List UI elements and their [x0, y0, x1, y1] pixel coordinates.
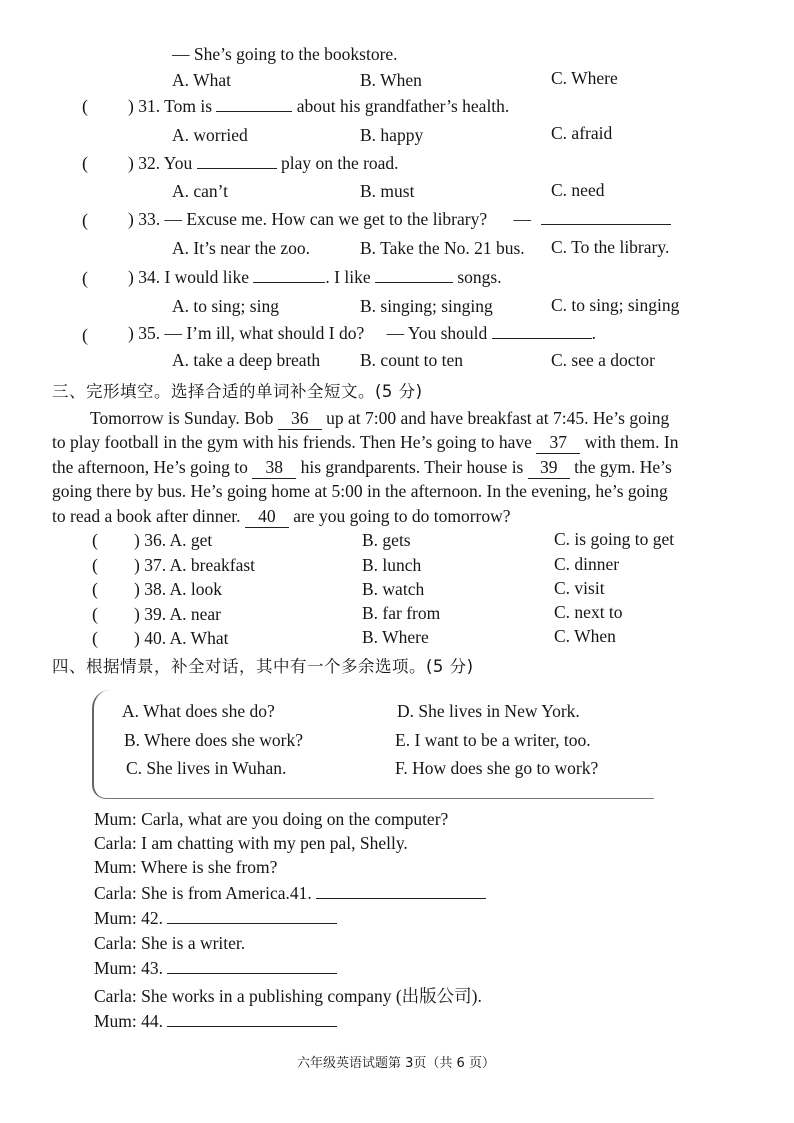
q34-stem: ) 34. I would like . I like songs. [128, 267, 502, 287]
option-f: F. How does she go to work? [395, 758, 599, 778]
section3-title: 三、完形填空。选择合适的单词补全短文。(5 分) [52, 382, 423, 401]
q36-answer-paren[interactable]: ( [92, 530, 98, 550]
option-a: A. What does she do? [122, 701, 275, 721]
q40-option-c: C. When [554, 626, 616, 646]
dialogue-line-3: Mum: Where is she from? [94, 857, 278, 877]
q33-option-a: A. It’s near the zoo. [172, 238, 311, 258]
q35-option-b: B. count to ten [360, 350, 464, 370]
q40-option-a: ) 40. A. What [134, 628, 229, 648]
q34-option-c: C. to sing; singing [551, 295, 680, 315]
q36-option-a: ) 36. A. get [134, 530, 213, 550]
blank-36[interactable]: 36 [278, 408, 322, 430]
dialogue-line-7: Mum: 43. [94, 958, 337, 979]
q32-blank[interactable] [197, 168, 277, 169]
page-footer: 六年级英语试题第 3页（共 6 页） [297, 1056, 495, 1071]
blank-44[interactable] [167, 1026, 337, 1027]
q33-option-c: C. To the library. [551, 237, 670, 257]
q39-option-a: ) 39. A. near [134, 604, 221, 624]
q35-answer-paren[interactable]: ( [82, 325, 88, 345]
blank-39[interactable]: 39 [528, 457, 570, 479]
blank-41[interactable] [316, 898, 486, 899]
blank-38[interactable]: 38 [252, 457, 296, 479]
q36-option-c: C. is going to get [554, 529, 675, 549]
q34-option-a: A. to sing; sing [172, 296, 279, 316]
q38-option-b: B. watch [362, 579, 425, 599]
q31-option-a: A. worried [172, 125, 248, 145]
section4-title: 四、根据情景，补全对话，其中有一个多余选项。(5 分) [52, 657, 474, 676]
dialogue-line-9: Mum: 44. [94, 1011, 337, 1032]
blank-37[interactable]: 37 [536, 432, 580, 454]
q37-option-c: C. dinner [554, 554, 620, 574]
q30-option-b: B. When [360, 70, 422, 90]
q32-option-a: A. can’t [172, 181, 229, 201]
passage-line-3: the afternoon, He’s going to 38 his grandparents. Their house is 39 the gym. He’s [52, 457, 672, 477]
passage-line-1: Tomorrow is Sunday. Bob 36 up at 7:00 and have breakfast at 7:45. He’s going [90, 408, 670, 428]
q34-option-b: B. singing; singing [360, 296, 493, 316]
blank-43[interactable] [167, 973, 337, 974]
q32-stem: ) 32. You play on the road. [128, 153, 399, 173]
q36-option-b: B. gets [362, 530, 411, 550]
q38-option-c: C. visit [554, 578, 605, 598]
q34-answer-paren[interactable]: ( [82, 268, 88, 288]
dialogue-line-1: Mum: Carla, what are you doing on the computer? [94, 809, 449, 829]
q39-answer-paren[interactable]: ( [92, 604, 98, 624]
option-e: E. I want to be a writer, too. [395, 730, 591, 750]
q33-answer-paren[interactable]: ( [82, 210, 88, 230]
q34-blank-1[interactable] [253, 282, 325, 283]
q32-answer-paren[interactable]: ( [82, 153, 88, 173]
q32-option-c: C. need [551, 180, 605, 200]
passage-line-5: to read a book after dinner. 40 are you going to do tomorrow? [52, 506, 511, 526]
q33-blank[interactable] [541, 224, 671, 225]
dialogue-line-8: Carla: She works in a publishing company (出版公司). [94, 986, 482, 1006]
passage-line-4: going there by bus. He’s going home at 5:00 in the afternoon. In the evening, he’s going [52, 481, 668, 501]
q35-blank[interactable] [492, 338, 592, 339]
option-c: C. She lives in Wuhan. [126, 758, 287, 778]
dialogue-line-4: Carla: She is from America.41. [94, 883, 486, 904]
q33-option-b: B. Take the No. 21 bus. [360, 238, 525, 258]
q40-option-b: B. Where [362, 627, 429, 647]
blank-42[interactable] [167, 923, 337, 924]
q34-blank-2[interactable] [375, 282, 453, 283]
q30-option-c: C. Where [551, 68, 618, 88]
dialogue-line-5: Mum: 42. [94, 908, 337, 929]
dialogue-line-6: Carla: She is a writer. [94, 933, 246, 953]
option-d: D. She lives in New York. [397, 701, 580, 721]
q31-option-b: B. happy [360, 125, 424, 145]
q35-stem: ) 35. — I’m ill, what should I do? — You should . [128, 323, 597, 343]
blank-40[interactable]: 40 [245, 506, 289, 528]
q31-answer-paren[interactable]: ( [82, 96, 88, 116]
q39-option-c: C. next to [554, 602, 623, 622]
q38-answer-paren[interactable]: ( [92, 579, 98, 599]
q30-option-a: A. What [172, 70, 231, 90]
q40-answer-paren[interactable]: ( [92, 628, 98, 648]
q37-option-a: ) 37. A. breakfast [134, 555, 256, 575]
dialogue-line-2: Carla: I am chatting with my pen pal, Shelly. [94, 833, 408, 853]
q35-option-a: A. take a deep breath [172, 350, 321, 370]
passage-line-2: to play football in the gym with his friends. Then He’s going to have 37 with them. In [52, 432, 679, 452]
q39-option-b: B. far from [362, 603, 441, 623]
q31-stem: ) 31. Tom is about his grandfather’s health. [128, 96, 510, 116]
q31-option-c: C. afraid [551, 123, 613, 143]
q38-option-a: ) 38. A. look [134, 579, 222, 599]
q32-option-b: B. must [360, 181, 415, 201]
q33-stem: ) 33. — Excuse me. How can we get to the library? — [128, 209, 671, 230]
q31-blank[interactable] [216, 111, 292, 112]
option-b: B. Where does she work? [124, 730, 303, 750]
q35-option-c: C. see a doctor [551, 350, 655, 370]
q37-option-b: B. lunch [362, 555, 422, 575]
q37-answer-paren[interactable]: ( [92, 555, 98, 575]
q30-answer-line: — She’s going to the bookstore. [172, 44, 398, 64]
